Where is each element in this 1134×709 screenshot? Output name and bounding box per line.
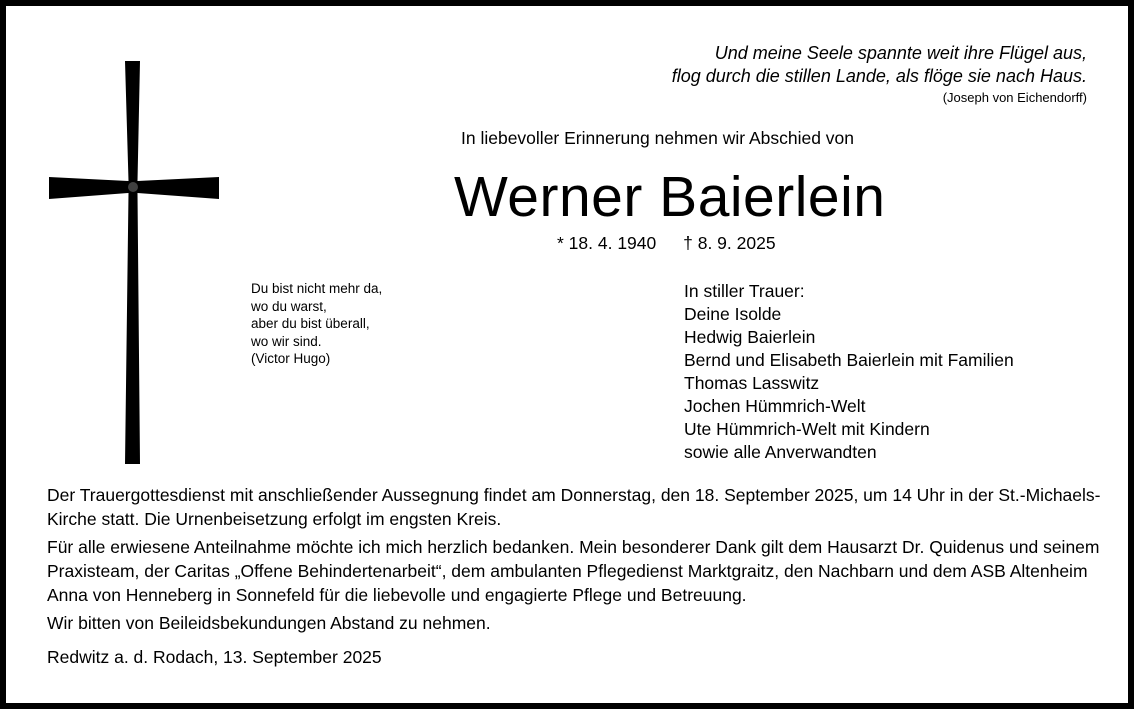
service-info: Der Trauergottesdienst mit anschließender Aussegnung findet am Donnerstag, den 18. September 2025, um 14 Uhr in der St.-Michaels-Kirche statt. Die Urnenbeisetzung erfolgt im engsten Kreis. — [47, 485, 1101, 529]
intro-text: In liebevoller Erinnerung nehmen wir Abschied von — [461, 128, 855, 148]
thanks-text: Für alle erwiesene Anteilnahme möchte ich mich herzlich bedanken. Mein besonderer Dank gilt dem Hausarzt Dr. Quidenus und seinem Praxisteam, der Caritas „Offene Behindertenarbeit“, dem ambulanten Pflegedienst Marktgraitz, den Nachbarn und dem ASB Altenheim Anna von Henneberg in Sonnefeld für die liebevolle und engagierte Pflege und Betreuung. — [47, 537, 1100, 605]
mourner: Bernd und Elisabeth Baierlein mit Familien — [684, 350, 1014, 370]
death-date: † 8. 9. 2025 — [683, 233, 776, 253]
mourner: Deine Isolde — [684, 304, 782, 324]
place-and-date: Redwitz a. d. Rodach, 13. September 2025 — [47, 647, 382, 667]
cross-icon — [48, 59, 222, 467]
obituary-notice — [6, 6, 1128, 703]
condolence-request: Wir bitten von Beileidsbekundungen Abstand zu nehmen. — [47, 613, 491, 633]
poem-line: Du bist nicht mehr da, — [251, 281, 383, 296]
mourner: Ute Hümmrich-Welt mit Kindern — [684, 419, 930, 439]
epigraph-quote — [672, 42, 1087, 108]
mourners-heading: In stiller Trauer: — [684, 281, 805, 301]
poem-line: wo du warst, — [251, 298, 327, 314]
quote-source: (Joseph von Eichendorff) — [942, 90, 1087, 105]
mourner: Hedwig Baierlein — [684, 327, 816, 347]
poem-line: aber du bist überall, — [251, 316, 370, 331]
life-dates — [557, 232, 776, 254]
quote-line: Und meine Seele spannte weit ihre Flügel aus, — [714, 43, 1087, 63]
quote-line: flog durch die stillen Lande, als flöge sie nach Haus. — [671, 66, 1087, 86]
mourner: Thomas Lasswitz — [684, 373, 820, 393]
poem-line: wo wir sind. — [251, 333, 322, 349]
poem-source: (Victor Hugo) — [251, 351, 331, 366]
birth-date: * 18. 4. 1940 — [557, 233, 657, 253]
mourners-list — [684, 280, 1014, 464]
mourner: Jochen Hümmrich-Welt — [684, 396, 866, 416]
notice-body — [47, 483, 1107, 673]
mourner: sowie alle Anverwandten — [684, 442, 877, 462]
deceased-name: Werner Baierlein — [454, 165, 886, 229]
poem — [251, 280, 382, 368]
